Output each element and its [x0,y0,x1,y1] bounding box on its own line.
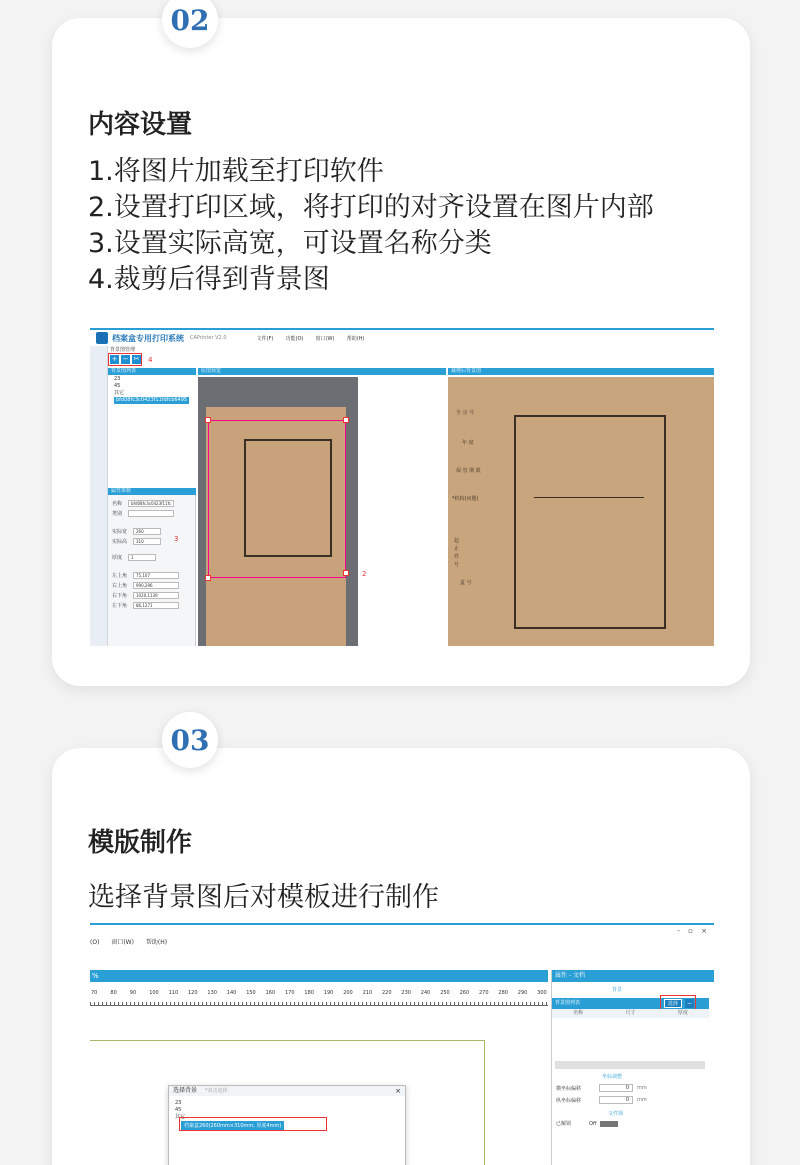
prop-width-input[interactable]: 260 [133,528,161,535]
ruler-tick [390,1002,391,1006]
add-icon[interactable]: + [111,355,118,363]
ruler-tick [158,1002,159,1006]
ruler-label: 190 [323,990,334,996]
lock-field: 已解锁 Off [556,1120,618,1127]
ruler-tick [350,1002,351,1006]
ruler-tick [210,1002,211,1006]
group-background: 背景 [612,987,623,993]
section-number-badge: 03 [162,712,218,768]
source-preview-header: 原图预览 [198,368,446,375]
ruler-tick [454,1002,455,1006]
ruler-tick [174,1002,175,1006]
ruler-tick [542,1002,543,1006]
ruler-tick [514,1002,515,1006]
ruler-tick [526,1002,527,1006]
marker-4: 4 [148,356,153,364]
dialog-header [169,1086,405,1096]
ruler-tick [546,1002,547,1006]
menu-window[interactable]: 窗口(W) [111,939,134,946]
menu-help[interactable]: 帮助(H) [346,336,365,342]
prop-height: 实际高 310 [112,538,161,545]
box-label: 保 管 期 限 [456,468,481,474]
ruler-tick [462,1002,463,1006]
ruler-tick [226,1002,227,1006]
ruler-label: 150 [246,990,256,996]
bg-tree [114,376,189,404]
ruler-label: 110 [168,990,179,996]
minus-icon[interactable]: − [122,355,129,363]
prop-bottom-left-value: 86,1271 [133,602,179,609]
tree-item[interactable]: 其它 [114,390,125,396]
ruler-tick [286,1002,287,1006]
ruler-tick [102,1002,103,1006]
ruler-tick [434,1002,435,1006]
ruler-tick [510,1002,511,1006]
ruler-tick [122,1002,123,1006]
ruler-tick [354,1002,355,1006]
prop-category: 类别 [112,510,174,517]
ruler-tick [366,1002,367,1006]
ruler-tick [282,1002,283,1006]
ruler-tick [486,1002,487,1006]
prop-top-right-value: 990,296 [133,582,179,589]
ruler-tick [106,1002,107,1006]
col-name: 名称 [573,1010,584,1016]
bg-list-header: 背景图列表 [552,998,709,1009]
ruler-tick [446,1002,447,1006]
properties-panel [108,488,196,646]
ruler-tick [234,1002,235,1006]
ruler-tick [294,1002,295,1006]
dialog-hint: *双击选择 [204,1088,228,1094]
h-offset-field: 横坐标偏移 0 mm [556,1085,647,1092]
ruler-label: 250 [440,990,450,996]
step-2: 2.设置打印区域，将打印的对齐设置在图片内部 [88,192,654,223]
ruler-tick [502,1002,503,1006]
select-background-dialog [168,1085,406,1165]
menu-bar [257,334,375,342]
app-version: CAPrinter V2.0 [190,335,227,341]
ruler-label: 120 [188,990,198,996]
ruler-tick [450,1002,451,1006]
ruler-tick [258,1002,259,1006]
ruler-tick [402,1002,403,1006]
ruler-tick [306,1002,307,1006]
tree-item[interactable]: 其它 [175,1114,186,1120]
ruler-tick [126,1002,127,1006]
ruler-tick [114,1002,115,1006]
ruler-tick [490,1002,491,1006]
ruler-tick [162,1002,163,1006]
ruler-tick [94,1002,95,1006]
step-4: 4.裁剪后得到背景图 [88,264,330,295]
ruler-label: 220 [382,990,392,996]
ruler-label: 260 [459,990,470,996]
ruler-tick [278,1002,279,1006]
tree-item-selected[interactable]: bfd08fc3c0423f11fdfcb6495 [116,397,188,403]
ruler-tick [154,1002,155,1006]
ruler-tick [458,1002,459,1006]
box-label: 全 宗 号 [456,410,475,416]
box-label: 盒 号 [460,580,472,586]
ruler-tick [90,1002,91,1006]
lock-value: Off [589,1120,597,1127]
horizontal-ruler [90,988,548,1006]
ruler-tick [206,1002,207,1006]
ruler-tick [222,1002,223,1006]
ruler-tick [274,1002,275,1006]
screenshot-content-settings [90,328,714,646]
ruler-tick [150,1002,151,1006]
ruler-tick [498,1002,499,1006]
ruler-tick [386,1002,387,1006]
ruler-tick [186,1002,187,1006]
left-rail [90,346,108,646]
ruler-tick [314,1002,315,1006]
window-buttons[interactable]: - ▫ × [677,927,710,935]
ruler-label: 130 [207,990,217,996]
ruler-tick [362,1002,363,1006]
ruler-tick [530,1002,531,1006]
result-frame [514,415,666,629]
ruler-tick [534,1002,535,1006]
ruler-tick [146,1002,147,1006]
crop-handle[interactable] [343,417,349,423]
ruler-tick [322,1002,323,1006]
app-titlebar [90,330,714,346]
group-file-lock: 文件锁 [608,1111,624,1117]
ruler-tick [414,1002,415,1006]
menu-window[interactable]: 窗口(W) [315,336,335,342]
menu-file[interactable]: 文件(F) [256,336,274,342]
ruler-tick [318,1002,319,1006]
ruler-tick [138,1002,139,1006]
tree-item-selected[interactable]: 档案盒260(260mm×310mm, 厚度4mm) [181,1121,284,1130]
ruler-tick [246,1002,247,1006]
ruler-tick [382,1002,383,1006]
highlight-box [179,1117,327,1131]
prop-thickness-input[interactable]: 1 [128,554,156,561]
ruler-tick [218,1002,219,1006]
menu-bar [90,937,177,946]
ruler-tick [370,1002,371,1006]
ruler-tick [330,1002,331,1006]
ruler-tick [142,1002,143,1006]
ruler-tick [466,1002,467,1006]
prop-name: 名称 bfd08fc3c0423f11fc [112,500,174,507]
step-3: 3.设置实际高宽，可设置名称分类 [88,228,492,259]
ruler-tick [474,1002,475,1006]
ruler-tick [118,1002,119,1006]
box-label: 年 度 [462,440,474,446]
ruler-tick [518,1002,519,1006]
ruler-tick [110,1002,111,1006]
ruler-tick [422,1002,423,1006]
properties-header: 属性参数 [108,488,196,495]
box-label: 起 止 件 号 [454,538,460,568]
prop-height-input[interactable]: 310 [133,538,161,545]
ruler-tick [130,1002,131,1006]
scrollbar[interactable] [555,1061,705,1069]
ruler-tick [494,1002,495,1006]
ruler-label: 230 [401,990,411,996]
ruler-tick [374,1002,375,1006]
ruler-tick [470,1002,471,1006]
tree-item[interactable]: 23 [114,376,121,382]
crop-handle[interactable] [205,417,211,423]
result-photo [448,377,714,646]
ruler-tick [346,1002,347,1006]
bg-manager-title: 背景图管理 [110,347,136,353]
side-panel-title: 属性 - 文档 [552,970,714,982]
ruler-tick [254,1002,255,1006]
ruler-tick [394,1002,395,1006]
crop-handle[interactable] [205,575,211,581]
ruler-label: 300 [537,990,547,996]
ruler-tick [266,1002,267,1006]
ruler-tick [170,1002,171,1006]
crop-icon[interactable]: ✂ [133,355,140,363]
ruler-tick [334,1002,335,1006]
ruler-tick [298,1002,299,1006]
step-1: 1.将图片加载至打印软件 [88,156,384,187]
ruler-tick [406,1002,407,1006]
marker-3: 3 [174,535,179,543]
ruler-tick [398,1002,399,1006]
section-number-badge: 02 [162,0,218,48]
ruler-tick [418,1002,419,1006]
menu-function[interactable]: 功能(O) [285,336,304,342]
ruler-label: 100 [149,990,159,996]
dialog-title: 选择背景 [173,1087,198,1094]
close-icon[interactable]: × [395,1087,401,1095]
ruler-tick [242,1002,243,1006]
ruler-tick [326,1002,327,1006]
v-offset-input[interactable]: 0 [599,1096,633,1104]
ruler-label: 200 [343,990,353,996]
lock-toggle[interactable] [600,1121,618,1127]
ruler-label: 160 [265,990,276,996]
result-preview-header: 裁剪后背景图 [448,368,714,375]
menu-help[interactable]: 帮助(H) [145,939,168,946]
ruler-tick [302,1002,303,1006]
highlight-box [108,353,142,366]
crop-handle[interactable] [343,570,349,576]
col-size: 尺寸 [625,1010,636,1016]
prop-top-right: 右上角 990,296 [112,582,179,589]
menu-function[interactable]: (O) [90,939,100,946]
ruler-label: 280 [498,990,508,996]
ruler-label: 210 [362,990,373,996]
crop-region[interactable] [208,420,346,578]
ruler-label: 90 [129,990,137,996]
ruler-tick [438,1002,439,1006]
ruler-label: 290 [517,990,528,996]
ruler-tick [378,1002,379,1006]
tree-item[interactable]: 45 [175,1107,182,1113]
ruler-label: 240 [420,990,431,996]
prop-top-left-value: 75,107 [133,572,179,579]
ruler-label: 70 [91,990,98,996]
ruler-tick [198,1002,199,1006]
ruler-label: 270 [479,990,489,996]
properties-side-panel [551,970,714,1165]
ruler-tick [98,1002,99,1006]
prop-bottom-left: 左下角 86,1271 [112,602,179,609]
result-line [534,497,644,498]
tree-item[interactable]: 23 [175,1100,182,1106]
ruler-tick [506,1002,507,1006]
screenshot-template-making [90,923,714,1165]
ruler-label: 140 [226,990,237,996]
ruler-tick [310,1002,311,1006]
bg-list-header: 背景图列表 [108,368,196,375]
col-thickness: 厚度 [677,1010,688,1016]
prop-category-select[interactable] [128,510,174,517]
ruler-tick [182,1002,183,1006]
bg-list-columns [552,1009,709,1018]
v-offset-field: 纵坐标偏移 0 mm [556,1097,647,1104]
ruler-tick [338,1002,339,1006]
marker-2: 2 [362,570,367,578]
document-tab-bar: % [90,970,548,982]
section-title: 内容设置 [88,110,193,140]
ruler-tick [230,1002,231,1006]
select-button[interactable]: 选择 [664,999,682,1008]
ruler-tick [194,1002,195,1006]
ruler-tick [134,1002,135,1006]
ruler-tick [358,1002,359,1006]
tree-item[interactable]: 45 [114,383,121,389]
ruler-tick [178,1002,179,1006]
ruler-tick [250,1002,251,1006]
remove-button[interactable]: − [686,1000,693,1007]
app-logo-icon [96,332,108,344]
prop-bottom-right: 右下角 1020,1139 [112,592,179,599]
prop-width: 实际宽 260 [112,528,161,535]
ruler-label: 180 [304,990,314,996]
ruler-tick [238,1002,239,1006]
ruler-tick [166,1002,167,1006]
ruler-tick [410,1002,411,1006]
ruler-tick [442,1002,443,1006]
prop-bottom-right-value: 1020,1139 [133,592,179,599]
ruler-tick [202,1002,203,1006]
ruler-tick [430,1002,431,1006]
ruler-tick [522,1002,523,1006]
ruler-tick [190,1002,191,1006]
ruler-tick [482,1002,483,1006]
h-offset-input[interactable]: 0 [599,1084,633,1092]
ruler-tick [342,1002,343,1006]
prop-name-input[interactable]: bfd08fc3c0423f11fc [128,500,174,507]
ruler-tick [270,1002,271,1006]
ruler-tick [426,1002,427,1006]
group-offset: 坐标调整 [602,1074,623,1080]
prop-thickness: 厚度 1 [112,554,156,561]
section-title: 模版制作 [88,828,193,858]
prop-top-left: 左上角 75,107 [112,572,179,579]
app-title: 档案盒专用打印系统 [112,333,184,343]
ruler-tick [478,1002,479,1006]
ruler-label: 80 [110,990,117,996]
section-description: 选择背景图后对模板进行制作 [88,882,439,913]
ruler-tick [262,1002,263,1006]
box-label: *机构(问题) [452,496,479,502]
ruler-label: 170 [285,990,295,996]
ruler-tick [290,1002,291,1006]
ruler-tick [214,1002,215,1006]
ruler-tick [538,1002,539,1006]
